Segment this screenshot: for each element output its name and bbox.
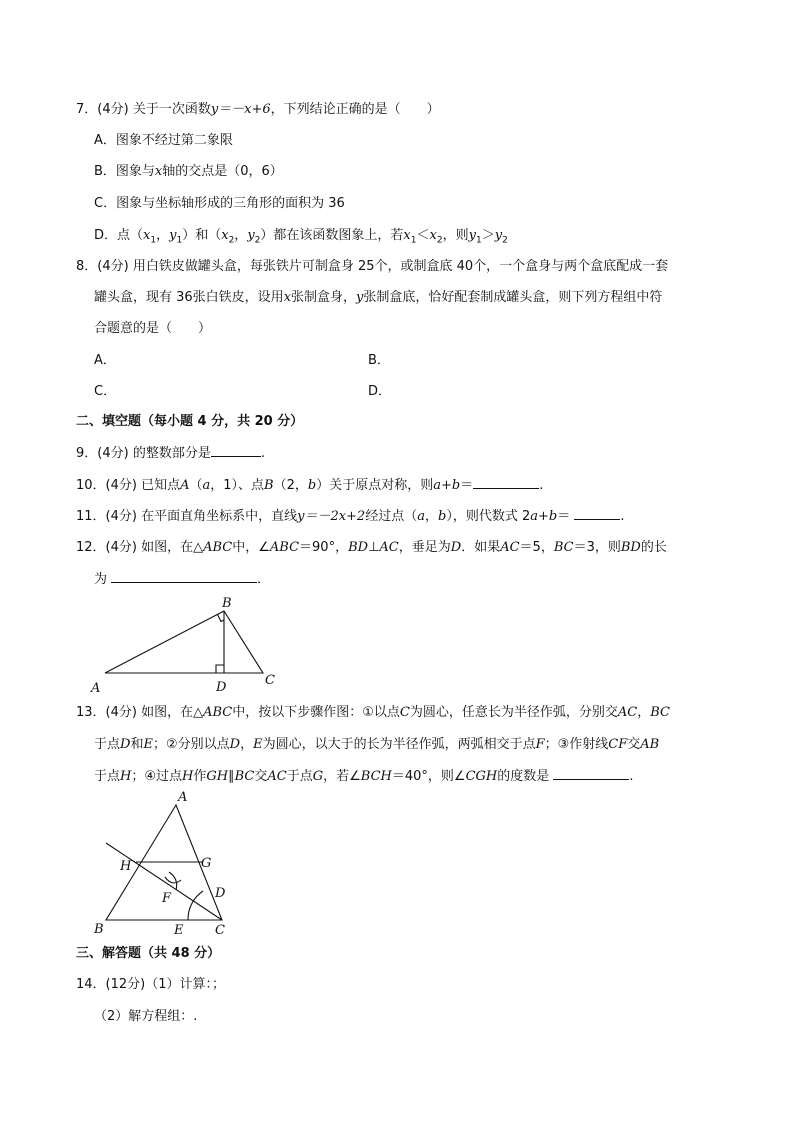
q9-end: . (260, 446, 265, 461)
q8-var-y: y (356, 290, 364, 305)
q12-right-angle-mark-b (218, 615, 225, 622)
q10-text: （2， (273, 478, 308, 493)
q12-label-b: B (222, 596, 232, 611)
q13-text: ；②分别以点 (152, 737, 230, 752)
q7-d-sub: 1 (150, 235, 157, 246)
q11-text: ），则代数式 2 (446, 509, 531, 524)
q7-d-comma: ， (156, 228, 170, 243)
q7-function: y＝－x+6 (210, 102, 271, 117)
q11-function: y＝－2x+2 (297, 509, 366, 524)
q13-text: 于点 (94, 769, 121, 784)
q12-var: BD (348, 540, 369, 555)
q12-answer-blank[interactable] (111, 570, 257, 583)
q12-var: AC (379, 540, 399, 555)
q13-text: 和 (130, 737, 144, 752)
q7-d-then: ，则 (442, 228, 469, 243)
q13-var: E (253, 737, 263, 752)
q13-text: ，若∠ (323, 769, 361, 784)
q12-var: ABC (269, 540, 300, 555)
q13-text: ＝40°，则∠ (391, 769, 466, 784)
q13-var: F (535, 737, 545, 752)
q12-var: ABC (203, 540, 233, 555)
q13-var: BC (650, 705, 670, 720)
q13-var: CF (608, 737, 628, 752)
q11 (76, 507, 625, 526)
q10 (76, 476, 543, 495)
q7-option-b-var: x (154, 164, 163, 179)
q11-text: 11．(4分) 在平面直角坐标系中，直线 (76, 509, 298, 524)
q13-line2 (94, 736, 659, 754)
q12-text: ，垂足为 (398, 540, 451, 555)
q13-label-a: A (178, 790, 188, 805)
q11-end: . (620, 509, 625, 524)
q13-var: BCH (360, 769, 392, 784)
q10-var-b: b (307, 478, 317, 493)
q7-d-text3: ）都在该函数图象上，若 (260, 228, 404, 243)
q13-text: 于点 (94, 737, 121, 752)
q7-d-var: y (494, 228, 503, 243)
q7-d-var: x (429, 228, 437, 243)
q7-option-b-text: B．图象与 (94, 164, 155, 179)
q7-d-lt: ＜ (416, 228, 430, 243)
q7-stem-end: ，下列结论正确的是（ ） (270, 102, 440, 117)
q10-var-a: a (202, 478, 211, 493)
q11-expr: a+b (530, 509, 558, 524)
q13-label-c: C (215, 923, 225, 938)
q12-label-c: C (265, 673, 275, 688)
q13-text: 交 (627, 737, 641, 752)
q7-option-b (94, 163, 283, 181)
q7-d-var: y (468, 228, 476, 243)
section-fill-in-heading: 二、填空题（每小题 4 分，共 20 分） (76, 414, 304, 429)
q13-text: 于点 (286, 769, 313, 784)
q9 (76, 444, 265, 463)
q12-text: ＝5， (519, 540, 554, 555)
q12-text: ⊥ (368, 540, 380, 555)
q7-d-sub: 1 (475, 235, 482, 246)
q12-var: BC (553, 540, 574, 555)
q12-line1 (76, 539, 667, 557)
q13-var: AB (640, 737, 660, 752)
q7-d-comma: ， (234, 228, 248, 243)
q12-text: 12．(4分) 如图，在△ (76, 540, 204, 555)
q8-line3: 合题意的是（ ） (94, 321, 212, 336)
q12-line2-text: 为 (94, 572, 108, 587)
q12-text: ＝3，则 (573, 540, 621, 555)
q13-line1 (76, 704, 670, 722)
q13-var: AC (617, 705, 638, 720)
q13-text: 的度数是 (497, 769, 550, 784)
q13-text: 作 (193, 769, 207, 784)
q8-line2 (94, 289, 662, 307)
q13-label-g: G (201, 856, 212, 871)
q8-var-x: x (283, 290, 292, 305)
q8-option-c: C． (94, 384, 117, 399)
q10-end: . (539, 478, 544, 493)
q13-var: AC (267, 769, 287, 784)
q13-var: C (399, 705, 410, 720)
q13-var: H (120, 769, 132, 784)
q7-d-var: x (403, 228, 411, 243)
q13-text: ， (637, 705, 651, 720)
q13-text: 13．(4分) 如图，在△ (76, 705, 204, 720)
q7-stem-text: 7．(4分) 关于一次函数 (76, 102, 211, 117)
q11-var-a: a (417, 509, 425, 524)
q13-label-e: E (174, 923, 184, 938)
q13-var: D (229, 737, 241, 752)
q13-end: . (629, 769, 634, 784)
q12-text: ＝90°， (299, 540, 349, 555)
q7-option-b-end: 轴的交点是（0，6） (162, 164, 283, 179)
q13-arc-f1 (165, 877, 181, 883)
section-answer-heading: 三、解答题（共 48 分） (76, 946, 221, 961)
q13-text: ；④过点 (131, 769, 183, 784)
q8-line1: 8．(4分) 用白铁皮做罐头盒，每张铁片可制盒身 25个，或制盒底 40个，一个盒身与两个盒底配成一套 (76, 259, 669, 274)
q11-text: ， (425, 509, 439, 524)
q13-var: CGH (465, 769, 498, 784)
q13-text: ；③作射线 (544, 737, 609, 752)
q12-right-angle-mark-d (216, 665, 224, 673)
q13-ray-cf (106, 843, 222, 920)
q13-var: G (312, 769, 324, 784)
q13-var: ABC (203, 705, 233, 720)
q11-var-b: b (438, 509, 447, 524)
q13-text: 中，按以下步骤作图：①以点 (232, 705, 400, 720)
q7-d-sub: 2 (502, 235, 508, 246)
q8-option-b: B． (368, 353, 390, 368)
q12-line2 (94, 570, 270, 589)
q8-option-d: D． (368, 384, 392, 399)
q9-text: 9．(4分) 的整数部分是 (76, 446, 211, 461)
q7-d-sub: 2 (436, 235, 443, 246)
q7-d-sub: 1 (176, 235, 183, 246)
q8-line2-text: 罐头盒，现有 36张白铁皮，设用 (94, 290, 284, 305)
q12-text: ．如果 (461, 540, 501, 555)
q10-point-b: B (264, 478, 274, 493)
q7-d-y1: y (169, 228, 177, 243)
q13-line3 (94, 767, 634, 786)
q13-var: BC (234, 769, 255, 784)
q12-label-a: A (91, 681, 101, 696)
q13-label-b: B (94, 922, 104, 937)
q10-text: ，1）、点 (210, 478, 265, 493)
q13-var: GH (206, 769, 229, 784)
q12-var: AC (500, 540, 520, 555)
q11-answer-blank[interactable] (574, 507, 620, 520)
q13-text: 为圆心，以大于的长为半径作弧，两弧相交于点 (262, 737, 536, 752)
q10-text: 10．(4分) 已知点 (76, 478, 181, 493)
q10-text: ＝ (460, 478, 474, 493)
q13-label-f: F (162, 891, 172, 906)
q9-answer-blank[interactable] (211, 444, 261, 457)
q12-text: 的长 (640, 540, 667, 555)
q7-d-y2: y (247, 228, 255, 243)
q13-text: 为圆心，任意长为半径作弧，分别交 (409, 705, 618, 720)
q8-option-a: A． (94, 353, 116, 368)
q13-construction-figure (88, 790, 248, 940)
q7-option-a: A．图象不经过第二象限 (94, 133, 233, 148)
q12-label-d: D (216, 680, 227, 695)
q13-label-d: D (215, 886, 226, 901)
q7-d-sub: 2 (228, 235, 235, 246)
q10-text: ）关于原点对称，则 (316, 478, 434, 493)
q10-expr: a+b (433, 478, 461, 493)
q11-text: ＝ (557, 509, 571, 524)
q13-text: 交 (254, 769, 268, 784)
q12-var: BD (620, 540, 641, 555)
q7-d-gt: ＞ (481, 228, 495, 243)
q8-line2-text: 张制盒底，恰好配套制成罐头盒，则下列方程组中符 (363, 290, 663, 305)
q12-triangle-figure (88, 592, 288, 696)
q7-option-d (94, 227, 508, 250)
q7-d-x1: x (143, 228, 151, 243)
q12-end: ． (257, 572, 271, 587)
q13-text: ， (240, 737, 254, 752)
q12-var: D (450, 540, 462, 555)
q10-answer-blank[interactable] (473, 476, 539, 489)
q7-d-sub: 1 (410, 235, 417, 246)
q10-point-a: A (180, 478, 190, 493)
q13-var: H (182, 769, 194, 784)
q7-option-c: C．图象与坐标轴形成的三角形的面积为 36 (94, 196, 345, 211)
q13-var: D (120, 737, 131, 752)
q7-stem (76, 101, 440, 119)
q8-line2-text: 张制盒身， (291, 290, 357, 305)
q11-text: 经过点（ (365, 509, 418, 524)
q14-line1: 14．(12分)（1）计算：； (76, 977, 225, 992)
q12-text: 中，∠ (232, 540, 270, 555)
q7-d-sub: 2 (254, 235, 261, 246)
q13-answer-blank[interactable] (553, 767, 629, 780)
q7-d-text1: D．点（ (94, 228, 144, 243)
q14-line2: （2）解方程组：. (94, 1009, 198, 1024)
q10-text: （ (189, 478, 203, 493)
q12-triangle (105, 611, 263, 673)
q7-d-text2: ）和（ (182, 228, 222, 243)
q13-label-h: H (120, 859, 132, 874)
q7-d-x2: x (221, 228, 229, 243)
q13-text: ∥ (228, 769, 235, 784)
q13-var: E (143, 737, 153, 752)
